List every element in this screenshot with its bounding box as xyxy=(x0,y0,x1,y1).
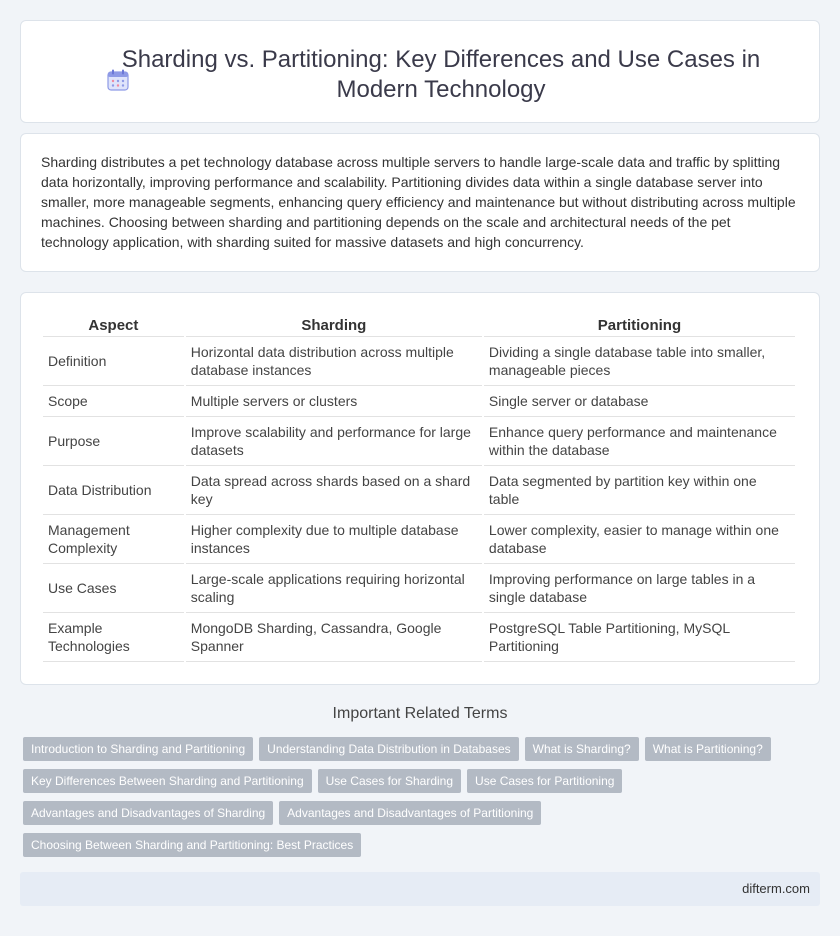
row-partitioning: Lower complexity, easier to manage within one database xyxy=(484,515,795,564)
row-partitioning: Data segmented by partition key within one table xyxy=(484,466,795,515)
table-row xyxy=(43,386,795,417)
row-partitioning: Dividing a single database table into smaller, manageable pieces xyxy=(484,337,795,386)
column-header-aspect: Aspect xyxy=(43,313,184,337)
row-sharding: Higher complexity due to multiple database instances xyxy=(186,515,482,564)
related-term-link[interactable]: Key Differences Between Sharding and Partitioning xyxy=(23,769,312,793)
table-row xyxy=(43,417,795,466)
related-term-link[interactable]: Advantages and Disadvantages of Partitioning xyxy=(279,801,541,825)
table-row xyxy=(43,515,795,564)
related-term-link[interactable]: Use Cases for Sharding xyxy=(318,769,461,793)
row-aspect: Data Distribution xyxy=(43,466,184,515)
row-sharding: Data spread across shards based on a shard key xyxy=(186,466,482,515)
related-terms-list xyxy=(23,737,813,857)
row-aspect: Purpose xyxy=(43,417,184,466)
row-partitioning: Single server or database xyxy=(484,386,795,417)
title-card xyxy=(20,20,820,123)
row-partitioning: Improving performance on large tables in a single database xyxy=(484,564,795,613)
row-sharding: MongoDB Sharding, Cassandra, Google Spanner xyxy=(186,613,482,662)
related-term-link[interactable]: Choosing Between Sharding and Partitioning: Best Practices xyxy=(23,833,361,857)
row-partitioning: PostgreSQL Table Partitioning, MySQL Partitioning xyxy=(484,613,795,662)
comparison-table xyxy=(41,313,797,662)
row-aspect: Use Cases xyxy=(43,564,184,613)
related-term-link[interactable]: Introduction to Sharding and Partitioning xyxy=(23,737,253,761)
row-aspect: Example Technologies xyxy=(43,613,184,662)
row-aspect: Scope xyxy=(43,386,184,417)
row-sharding: Large-scale applications requiring horizontal scaling xyxy=(186,564,482,613)
related-term-link[interactable]: What is Partitioning? xyxy=(645,737,771,761)
page-title: Sharding vs. Partitioning: Key Differences and Use Cases in Modern Technology xyxy=(121,46,761,103)
row-sharding: Horizontal data distribution across multiple database instances xyxy=(186,337,482,386)
row-aspect: Management Complexity xyxy=(43,515,184,564)
table-row xyxy=(43,564,795,613)
table-row xyxy=(43,466,795,515)
comparison-card xyxy=(20,292,820,685)
table-row xyxy=(43,613,795,662)
table-header-row xyxy=(43,313,795,337)
row-sharding: Improve scalability and performance for large datasets xyxy=(186,417,482,466)
related-term-link[interactable]: Use Cases for Partitioning xyxy=(467,769,622,793)
row-sharding: Multiple servers or clusters xyxy=(186,386,482,417)
table-row xyxy=(43,337,795,386)
related-term-link[interactable]: Understanding Data Distribution in Databases xyxy=(259,737,518,761)
related-terms-heading: Important Related Terms xyxy=(332,705,508,722)
related-term-link[interactable]: Advantages and Disadvantages of Sharding xyxy=(23,801,273,825)
row-aspect: Definition xyxy=(43,337,184,386)
intro-paragraph: Sharding distributes a pet technology database across multiple servers to handle large-scale data and traffic by splitting data horizontally, improving performance and scalability. Partitioning divides data within a single database server into smaller, more manageable segments, enhancing query efficiency and maintenance but without distributing across multiple machines. Choosing between sharding and partitioning depends on the scale and architectural needs of the pet technology application, with sharding suited for massive datasets and high concurrency. xyxy=(41,154,796,250)
footer xyxy=(20,872,820,906)
footer-site-link[interactable]: difterm.com xyxy=(742,881,810,896)
related-term-link[interactable]: What is Sharding? xyxy=(525,737,639,761)
intro-card xyxy=(20,133,820,272)
column-header-sharding: Sharding xyxy=(186,313,482,337)
column-header-partitioning: Partitioning xyxy=(484,313,795,337)
row-partitioning: Enhance query performance and maintenance within the database xyxy=(484,417,795,466)
